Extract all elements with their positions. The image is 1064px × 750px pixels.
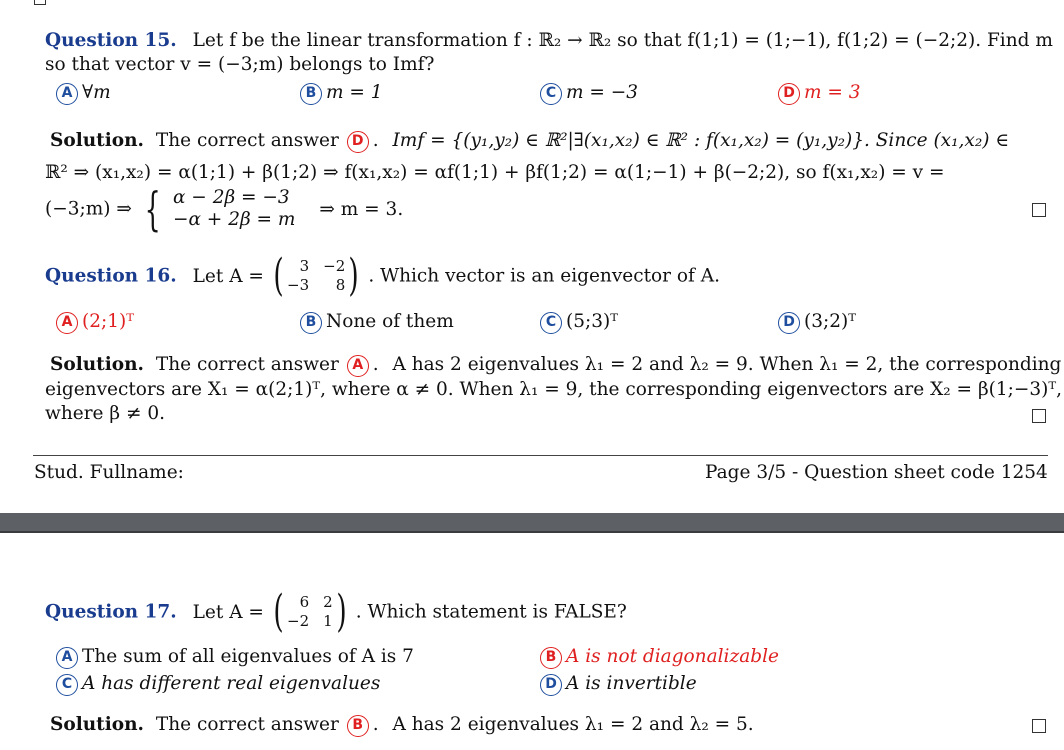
option-badge-a: A: [56, 312, 78, 334]
option-badge-d: D: [778, 312, 800, 334]
option-text: m = −3: [566, 82, 639, 103]
question-16: [45, 250, 720, 301]
question-16-label: Question 16.: [45, 265, 177, 287]
solution-answer-badge: D: [347, 131, 369, 153]
question-16-let: Let A =: [192, 265, 264, 287]
question-17-label: Question 17.: [45, 601, 177, 623]
option-text: (5;3)ᵀ: [566, 311, 618, 332]
solution-answer-badge: A: [347, 355, 369, 377]
footer-rule: [33, 455, 1048, 456]
option-badge-a: A: [56, 647, 78, 669]
left-paren-icon: (: [273, 586, 284, 637]
q15-solution-line2: ℝ² ⇒ (x₁,x₂) = α(1;1) + β(1;2) ⇒ f(x₁,x₂) = αf(1;1) + βf(1;2) = α(1;−1) + β(−2;2), so f(x₁,x₂) = v =: [45, 162, 945, 183]
option-text: (2;1)ᵀ: [82, 311, 134, 332]
right-paren-icon: ): [336, 586, 347, 637]
option-text: A is not diagonalizable: [566, 646, 779, 667]
q15-option-d-correct[interactable]: [778, 82, 861, 105]
matrix-cell: 8: [335, 276, 346, 294]
question-17-let: Let A =: [192, 601, 264, 623]
q15-solution-line3: [45, 182, 404, 236]
q17-option-d[interactable]: [540, 673, 697, 696]
solution-label: Solution.: [50, 130, 144, 151]
solution-text: A has 2 eigenvalues λ₁ = 2 and λ₂ = 5.: [392, 714, 754, 735]
q16-option-d[interactable]: [778, 311, 856, 334]
option-badge-d: D: [778, 83, 800, 105]
q16-solution-line3: where β ≠ 0.: [45, 403, 165, 424]
equation-system: [173, 187, 296, 231]
solution-line3-post: ⇒ m = 3.: [319, 198, 404, 220]
matrix-a-16: [270, 250, 363, 301]
left-brace-icon: {: [144, 182, 161, 236]
solution-text: A has 2 eigenvalues λ₁ = 2 and λ₂ = 9. When λ₁ = 2, the corresponding: [392, 354, 1062, 375]
question-17-text: . Which statement is FALSE?: [355, 601, 627, 623]
option-text: The sum of all eigenvalues of A is 7: [82, 646, 414, 667]
q15-option-b[interactable]: [300, 82, 383, 105]
question-17: [45, 586, 627, 637]
page-separator: [0, 513, 1064, 533]
qed-box-icon: [1032, 719, 1046, 733]
solution-label: Solution.: [50, 714, 144, 735]
matrix-cell: −3: [287, 276, 310, 294]
option-text: (3;2)ᵀ: [804, 311, 856, 332]
question-15: [45, 30, 1053, 51]
qed-box-icon: [1032, 409, 1046, 423]
qed-box-icon: [1032, 203, 1046, 217]
question-15-text-line2: so that vector v = (−3;m) belongs to Imf?: [45, 54, 435, 75]
q15-solution-line1: Solution. The correct answer D . Imf = {(y₁,y₂) ∈ ℝ²|∃(x₁,x₂) ∈ ℝ² : f(x₁,x₂) = (y₁,y₂)}. Since (x₁,x₂) ∈: [50, 130, 1010, 151]
system-row-1: α − 2β = −3: [172, 187, 290, 208]
system-row-2: −α + 2β = m: [172, 209, 296, 230]
matrix-cell: 6: [299, 593, 310, 611]
option-text: ∀m: [82, 82, 111, 103]
solution-text: Imf = {(y₁,y₂) ∈ ℝ²|∃(x₁,x₂) ∈ ℝ² : f(x₁,x₂) = (y₁,y₂)}. Since (x₁,x₂) ∈: [392, 130, 1010, 151]
page-separator-shadow: [0, 531, 1064, 533]
q16-option-c[interactable]: [540, 311, 618, 334]
q17-option-a[interactable]: [56, 646, 414, 669]
q17-option-c[interactable]: [56, 673, 380, 696]
matrix-grid: [287, 593, 333, 631]
q17-option-b-correct[interactable]: [540, 646, 779, 669]
matrix-cell: −2: [323, 257, 346, 275]
q17-solution-line1: Solution. The correct answer B . A has 2 eigenvalues λ₁ = 2 and λ₂ = 5.: [50, 714, 754, 735]
q16-solution-line1: Solution. The correct answer A . A has 2 eigenvalues λ₁ = 2 and λ₂ = 9. When λ₁ = 2, the corresponding: [50, 354, 1062, 375]
footer-page-info: Page 3/5 - Question sheet code 1254: [705, 462, 1048, 483]
solution-prefix: The correct answer: [155, 354, 339, 375]
option-text: m = 1: [326, 82, 383, 103]
q15-option-a[interactable]: [56, 82, 111, 105]
solution-label: Solution.: [50, 354, 144, 375]
question-15-label: Question 15.: [45, 30, 177, 51]
option-text: m = 3: [804, 82, 861, 103]
option-badge-b: B: [300, 83, 322, 105]
matrix-cell: 2: [323, 593, 333, 611]
option-badge-c: C: [540, 312, 562, 334]
option-text: A has different real eigenvalues: [82, 673, 381, 694]
crop-mark-icon: [34, 0, 46, 5]
option-text: A is invertible: [566, 673, 697, 694]
q16-option-a-correct[interactable]: [56, 311, 134, 334]
question-16-text: . Which vector is an eigenvector of A.: [368, 265, 720, 287]
right-paren-icon: ): [348, 250, 359, 301]
option-badge-a: A: [56, 83, 78, 105]
option-badge-b: B: [300, 312, 322, 334]
solution-answer-badge: B: [347, 715, 369, 737]
matrix-cell: 3: [299, 257, 310, 275]
solution-prefix: The correct answer: [155, 130, 339, 151]
q15-option-c[interactable]: [540, 82, 638, 105]
option-badge-b: B: [540, 647, 562, 669]
left-paren-icon: (: [273, 250, 284, 301]
option-text: None of them: [326, 311, 454, 332]
matrix-cell: 1: [323, 612, 333, 630]
solution-prefix: The correct answer: [155, 714, 339, 735]
option-badge-c: C: [56, 674, 78, 696]
matrix-cell: −2: [287, 612, 310, 630]
matrix-a-17: [270, 586, 350, 637]
matrix-grid: [287, 257, 345, 295]
option-badge-c: C: [540, 83, 562, 105]
q16-option-b[interactable]: [300, 311, 454, 334]
footer-student-name: Stud. Fullname:: [34, 462, 184, 483]
question-15-text-line1: Let f be the linear transformation f : ℝ₂ → ℝ₂ so that f(1;1) = (1;−1), f(1;2) = (−2;2). Find m: [192, 30, 1053, 51]
solution-line3-pre: (−3;m) ⇒: [45, 198, 132, 220]
q16-solution-line2: eigenvectors are X₁ = α(2;1)ᵀ, where α ≠ 0. When λ₁ = 9, the corresponding eigenvectors are X₂ = β(1;−3)ᵀ,: [45, 379, 1062, 400]
option-badge-d: D: [540, 674, 562, 696]
